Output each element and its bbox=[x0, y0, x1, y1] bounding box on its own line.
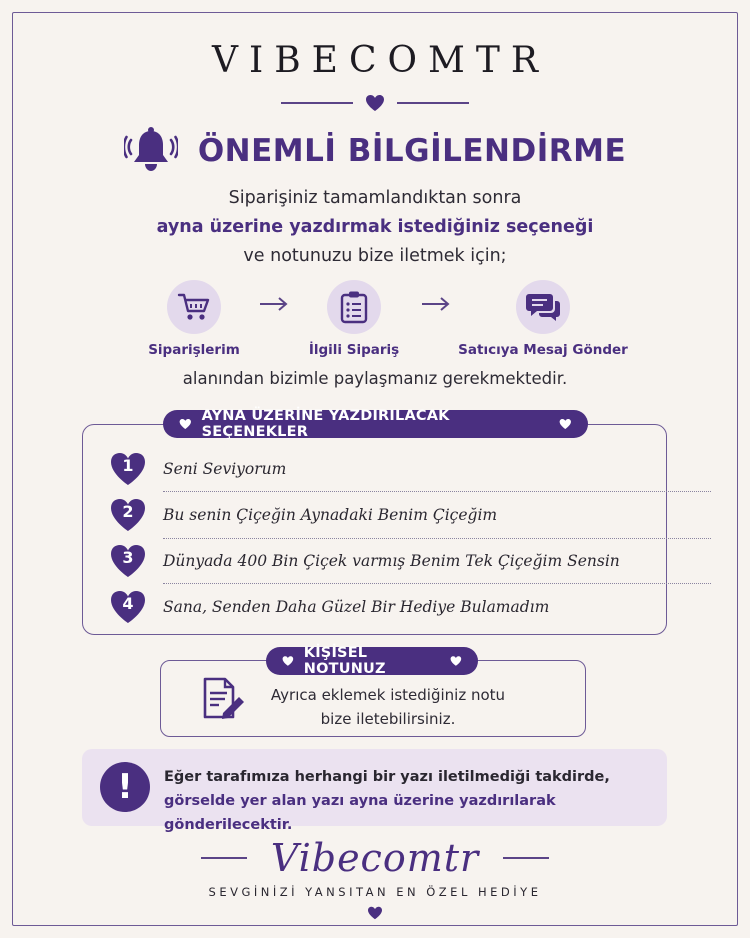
option-item bbox=[109, 493, 629, 537]
chat-bubbles-icon bbox=[525, 291, 561, 323]
brand-divider bbox=[0, 94, 750, 112]
page-title: ÖNEMLİ BİLGİLENDİRME bbox=[197, 133, 627, 169]
heart-icon bbox=[365, 94, 385, 112]
exclamation-icon: ! bbox=[100, 762, 150, 812]
warning-box bbox=[82, 749, 667, 833]
tagline: SEVGİNİZİ YANSITAN EN ÖZEL HEDİYE bbox=[208, 885, 542, 899]
option-text: Sana, Senden Daha Güzel Bir Hediye Bulamadım bbox=[163, 598, 550, 616]
warning-text: Eğer tarafımıza herhangi bir yazı iletilmediği takdirde, görselde yer alan yazı ayna üzerine yazdırılarak gönderilecektir. bbox=[164, 769, 610, 833]
heart-number-badge: 1 bbox=[109, 451, 147, 487]
brand-name: VIBECOMTR bbox=[212, 40, 549, 81]
note-text: Ayrıca eklemek istediğiniz notu bize iletebilirsiniz. bbox=[270, 686, 506, 728]
heart-number-badge: 4 bbox=[109, 589, 147, 625]
bell-icon bbox=[124, 126, 178, 176]
option-text: Dünyada 400 Bin Çiçek varmış Benim Tek Çiçeğim Sensin bbox=[163, 552, 620, 570]
step-related-order bbox=[254, 280, 454, 358]
intro-line-1: Siparişiniz tamamlandıktan sonra bbox=[228, 188, 522, 208]
signature-row bbox=[0, 836, 750, 880]
option-text: Seni Seviyorum bbox=[163, 460, 287, 478]
heart-icon bbox=[367, 906, 383, 920]
divider bbox=[163, 583, 711, 584]
brand-signature: Vibecomtr bbox=[270, 836, 480, 880]
divider bbox=[163, 491, 711, 492]
option-item bbox=[109, 585, 629, 629]
steps-flow bbox=[0, 280, 750, 360]
intro-line-3: ve notunuzu bize iletmek için; bbox=[243, 246, 507, 266]
note-pen-icon bbox=[199, 675, 247, 723]
note-heading: KİŞİSEL NOTUNUZ bbox=[266, 647, 478, 675]
option-item bbox=[109, 447, 629, 491]
title-row bbox=[0, 126, 750, 176]
step-label: Siparişlerim bbox=[148, 342, 240, 358]
options-box bbox=[82, 424, 667, 635]
step-label: İlgili Sipariş bbox=[308, 342, 400, 358]
step-label: Satıcıya Mesaj Gönder bbox=[458, 342, 628, 358]
options-heading: AYNA ÜZERİNE YAZDIRILACAK SEÇENEKLER bbox=[163, 410, 588, 438]
footer-heart bbox=[0, 906, 750, 920]
intro-line-2: ayna üzerine yazdırmak istediğiniz seçeneği bbox=[156, 217, 594, 237]
step-message-seller bbox=[443, 280, 643, 358]
heart-number-badge: 2 bbox=[109, 497, 147, 533]
option-text: Bu senin Çiçeğin Aynadaki Benim Çiçeğim bbox=[163, 506, 498, 524]
heart-icon bbox=[179, 418, 192, 430]
clipboard-list-icon bbox=[340, 290, 368, 324]
intro-text bbox=[0, 184, 750, 271]
shopping-cart-icon bbox=[177, 292, 211, 322]
steps-tail-text: alanından bizimle paylaşmanız gerekmektedir. bbox=[182, 369, 568, 388]
option-item bbox=[109, 539, 629, 583]
heart-icon bbox=[450, 655, 462, 667]
heart-number-badge: 3 bbox=[109, 543, 147, 579]
heart-icon bbox=[559, 418, 572, 430]
heart-icon bbox=[282, 655, 294, 667]
